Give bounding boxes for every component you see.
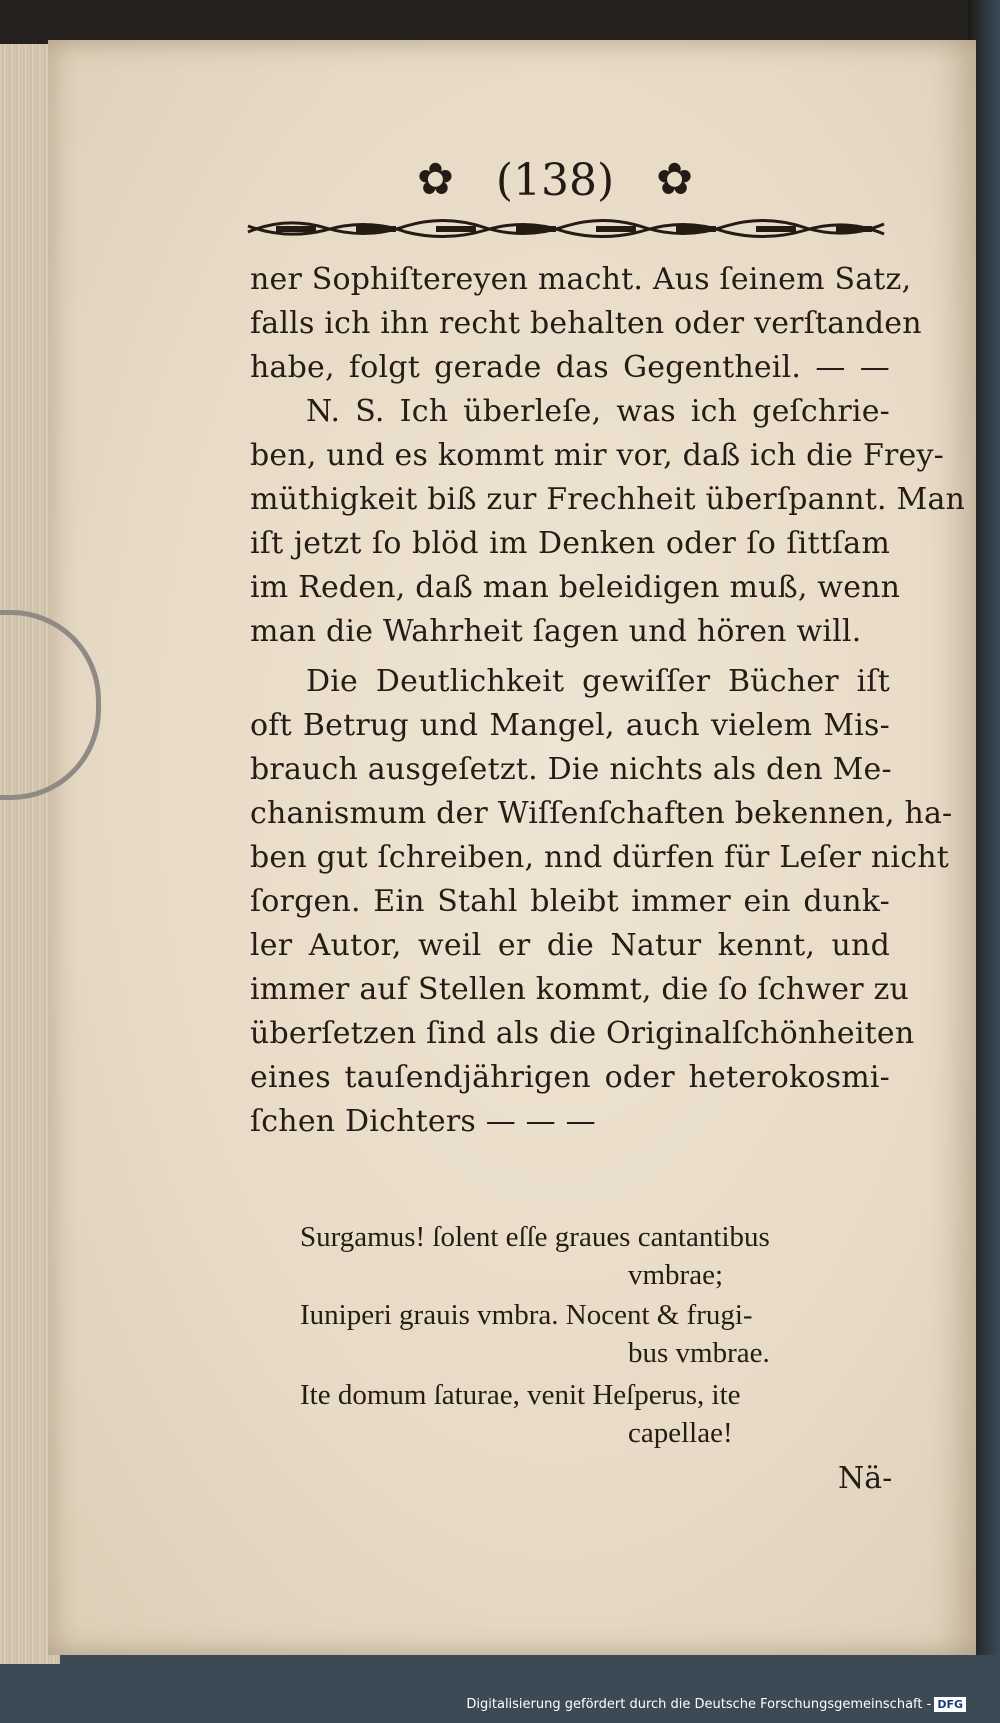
book-cover-bottom [0,1655,1000,1723]
text-line: brauch ausgeſetzt. Die nichts als den Me- [250,752,892,787]
footer-credit: Digitalisierung gefördert durch die Deutsche Forschungsgemeinschaft - [466,1697,932,1712]
page-number: (138) [495,154,615,206]
page-header [390,150,720,210]
text-line: ner Sophiſtereyen macht. Aus ſeinem Satz, [250,262,912,297]
text-line: ſorgen. Ein Stahl bleibt immer ein dunk- [250,884,890,919]
rosette-right-icon: ✿ [656,154,694,205]
text-line: ler Autor, weil er die Natur kennt, und [250,928,890,963]
verse-line: Ite domum ſaturae, venit Heſperus, ite [300,1379,741,1411]
text-line: ben, und es kommt mir vor, daß ich die Frey- [250,438,944,473]
text-line: oft Betrug und Mangel, auch vielem Mis- [250,708,890,743]
text-line: falls ich ihn recht behalten oder verſtanden [250,306,922,341]
rosette-left-icon: ✿ [416,154,454,205]
text-line: ſchen Dichters — — — [250,1104,596,1139]
verse-line: bus vmbrae. [628,1337,770,1369]
ornament-border-icon [246,212,886,246]
text-line: Die Deutlichkeit gewiſſer Bücher iſt [306,664,890,699]
text-line: chanismum der Wiſſenſchaften bekennen, ha- [250,796,953,831]
verse-line: Iuniperi grauis vmbra. Nocent & frugi- [300,1299,753,1331]
text-line: müthigkeit biß zur Frechheit überſpannt. Man [250,482,966,517]
text-line: im Reden, daß man beleidigen muß, wenn [250,570,901,605]
text-line: N. S. Ich überleſe, was ich geſchrie- [306,394,890,429]
dfg-logo: DFG [934,1697,966,1712]
text-line: man die Wahrheit ſagen und hören will. [250,614,862,649]
text-line: eines tauſendjährigen oder heterokosmi- [250,1060,890,1095]
catchword: Nä- [838,1461,893,1496]
text-line: ben gut ſchreiben, nnd dürfen für Leſer nicht [250,840,949,875]
text-line: immer auf Stellen kommt, die ſo ſchwer zu [250,972,910,1007]
digitization-footer [0,1697,966,1712]
text-line: überſetzen ſind als die Originalſchönheiten [250,1016,915,1051]
verse-line: capellae! [628,1417,733,1449]
verse-line: Surgamus! ſolent eſſe graues cantantibus [300,1221,770,1253]
text-line: habe, folgt gerade das Gegentheil. — — [250,350,890,385]
verse-line: vmbrae; [628,1259,724,1291]
text-line: iſt jetzt ſo blöd im Denken oder ſo ſittſam [250,526,890,561]
